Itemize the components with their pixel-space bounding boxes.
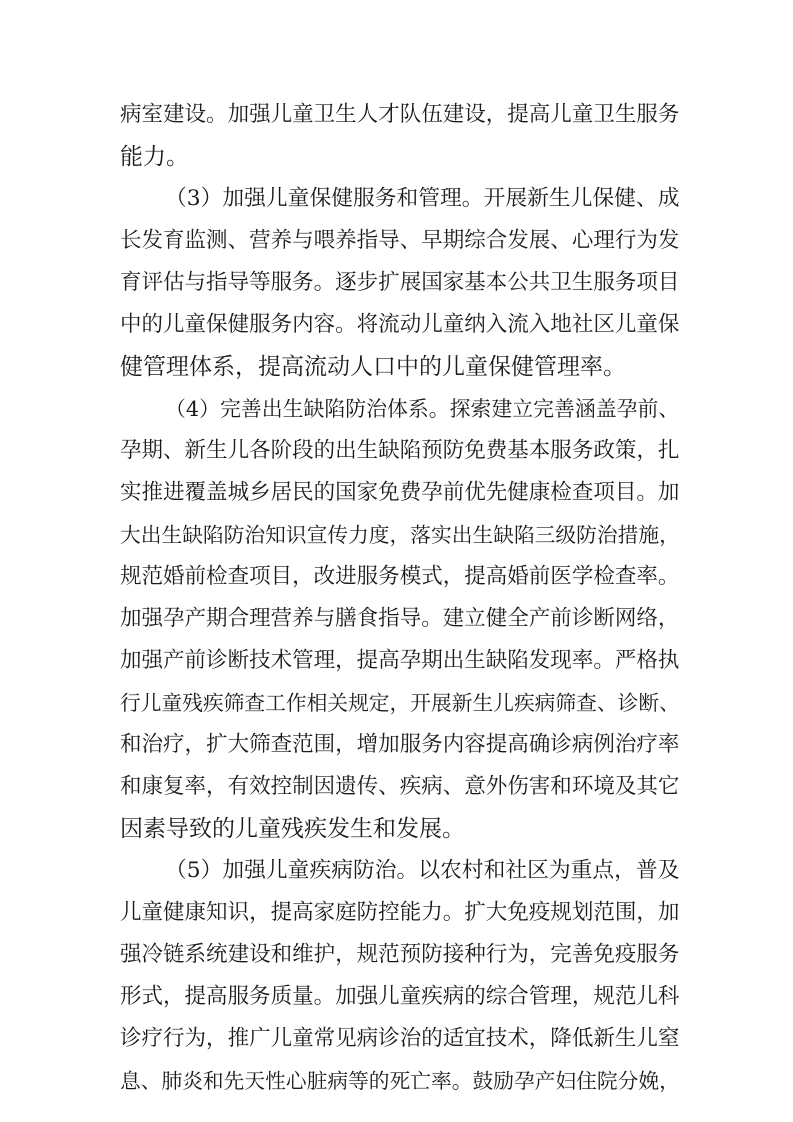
text-line: 加强孕产期合理营养与膳食指导。建立健全产前诊断网络， [120, 606, 680, 631]
text-line: 病室建设。加强儿童卫生人才队伍建设，提高儿童卫生服务 [120, 102, 680, 127]
text-line: 因素导致的儿童残疾发生和发展。 [120, 816, 465, 842]
text-line: 强冷链系统建设和维护，规范预防接种行为，完善免疫服务 [120, 942, 680, 967]
text-line: 息、肺炎和先天性心脏病等的死亡率。鼓励孕产妇住院分娩， [120, 1069, 680, 1093]
text-line: 和康复率，有效控制因遗传、疾病、意外伤害和环境及其它 [120, 774, 680, 799]
text-line: 加强产前诊断技术管理，提高孕期出生缺陷发现率。严格执 [120, 648, 680, 673]
text-line: 实推进覆盖城乡居民的国家免费孕前优先健康检查项目。加 [120, 480, 680, 505]
text-line: 健管理体系，提高流动人口中的儿童保健管理率。 [120, 354, 626, 380]
text-line: 能力。 [120, 144, 189, 170]
text-line: 育评估与指导等服务。逐步扩展国家基本公共卫生服务项目 [120, 270, 680, 295]
paragraph-4-heading: （4）完善出生缺陷防治体系。探索建立完善涵盖孕前、 [165, 397, 680, 421]
text-line: 长发育监测、营养与喂养指导、早期综合发展、心理行为发 [120, 228, 680, 253]
paragraph-5-heading: （5）加强儿童疾病防治。以农村和社区为重点，普及 [165, 858, 680, 883]
text-line: 孕期、新生儿各阶段的出生缺陷预防免费基本服务政策，扎 [120, 438, 680, 463]
text-line: 和治疗，扩大筛查范围，增加服务内容提高确诊病例治疗率 [120, 732, 680, 757]
text-line: 规范婚前检查项目，改进服务模式，提高婚前医学检查率。 [120, 564, 680, 589]
text-line: 中的儿童保健服务内容。将流动儿童纳入流入地社区儿童保 [120, 312, 680, 337]
paragraph-3-heading: （3）加强儿童保健服务和管理。开展新生儿保健、成 [165, 186, 680, 211]
text-line: 行儿童残疾筛查工作相关规定，开展新生儿疾病筛查、诊断、 [120, 691, 680, 715]
text-line: 儿童健康知识，提高家庭防控能力。扩大免疫规划范围，加 [120, 900, 680, 925]
text-line: 诊疗行为，推广儿童常见病诊治的适宜技术，降低新生儿窒 [120, 1026, 680, 1051]
text-line: 大出生缺陷防治知识宣传力度，落实出生缺陷三级防治措施， [120, 523, 680, 547]
text-line: 形式，提高服务质量。加强儿童疾病的综合管理，规范儿科 [120, 984, 680, 1009]
